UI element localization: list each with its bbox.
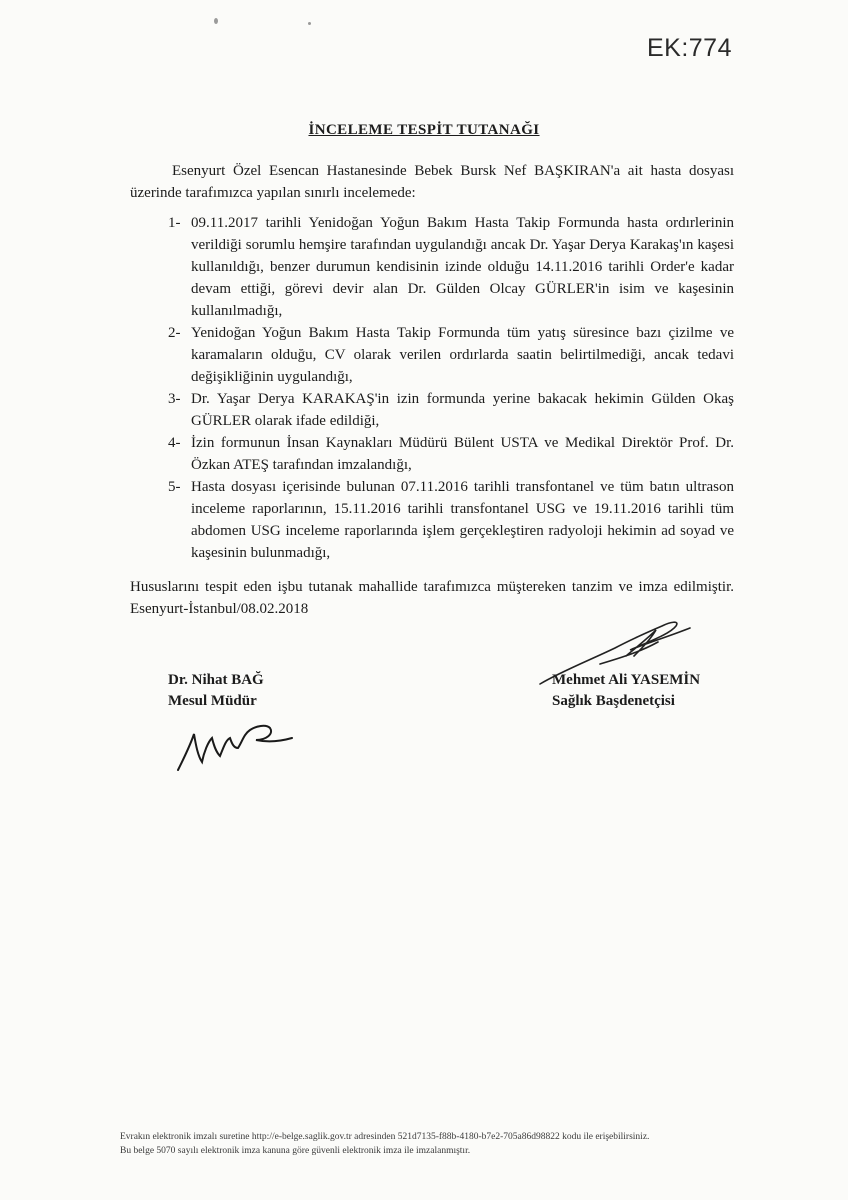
item-text: Yenidoğan Yoğun Bakım Hasta Takip Formunda tüm yatış süresince bazı çizilme ve karamaların olduğu, CV olarak verilen ordırlarda saatin belirtilmediği, ancak tedavi değişikliğinin uygulandığı, (191, 325, 734, 385)
item-number: 1- (168, 215, 181, 231)
signer-name: Dr. Nihat BAĞ (168, 672, 264, 688)
document-title: İNCELEME TESPİT TUTANAĞI (308, 122, 540, 138)
item-text: 09.11.2017 tarihli Yenidoğan Yoğun Bakım Hasta Takip Formunda hasta ordırlerinin verildiği sorumlu hemşire tarafından uygulandığı ancak Dr. Yaşar Derya Karakaş'ın kaşesi kullanıldığı, benzer durumun kendisinin izinde olduğu 14.11.2016 tarihli Order'e kadar devam ettiği, görevi devir alan Dr. Gülden Olcay GÜRLER'in isim ve kaşesinin kullanılmadığı, (191, 215, 734, 319)
item-text: İzin formunun İnsan Kaynakları Müdürü Bülent USTA ve Medikal Direktör Prof. Dr. Özkan ATEŞ tarafından imzalandığı, (191, 435, 734, 473)
findings-list (130, 212, 734, 564)
list-item (130, 476, 734, 564)
item-number: 4- (168, 435, 181, 451)
signer-title: Mesul Müdür (168, 693, 257, 709)
item-number: 5- (168, 479, 181, 495)
scan-speck (214, 18, 218, 24)
signature-block-left (168, 670, 264, 712)
footer-line: Evrakın elektronik imzalı suretine http://e-belge.saglik.gov.tr adresinden 521d7135-f88b-4180-b7e2-705a86d98822 kodu ile erişebilirsiniz. (120, 1132, 650, 1142)
handwritten-signature-left (170, 712, 310, 776)
list-item (130, 432, 734, 476)
footer-line: Bu belge 5070 sayılı elektronik imza kanuna göre güvenli elektronik imza ile imzalanmıştır. (120, 1146, 471, 1156)
list-item (130, 212, 734, 322)
handwritten-signature-right (530, 612, 710, 692)
item-number: 2- (168, 325, 181, 341)
scan-speck (308, 22, 311, 25)
annex-number: EK:774 (646, 34, 732, 62)
item-text: Hasta dosyası içerisinde bulunan 07.11.2016 tarihli transfontanel ve tüm batın ultrason inceleme raporlarının, 15.11.2016 tarihli transfontanel USG ve 19.11.2016 tarihli tüm abdomen USG inceleme raporlarında işlem gerçekleştiren radyoloji hekimin ad soyad ve kaşesinin bulunmadığı, (191, 479, 734, 561)
list-item (130, 388, 734, 432)
intro-paragraph: Esenyurt Özel Esencan Hastanesinde Bebek Bursk Nef BAŞKIRAN'a ait hasta dosyası üzerinde tarafımızca yapılan sınırlı incelemede: (130, 163, 734, 201)
signer-name: Mehmet Ali YASEMİN (552, 672, 701, 688)
signer-title: Sağlık Başdenetçisi (552, 693, 675, 709)
closing-paragraph: Hususlarını tespit eden işbu tutanak mahallide tarafımızca müştereken tanzim ve imza edilmiştir. Esenyurt-İstanbul/08.02.2018 (130, 579, 734, 617)
list-item (130, 322, 734, 388)
footer-note (120, 1130, 840, 1158)
item-text: Dr. Yaşar Derya KARAKAŞ'in izin formunda yerine bakacak hekimin Gülden Okaş GÜRLER olarak ifade edildiği, (191, 391, 734, 429)
item-number: 3- (168, 391, 181, 407)
